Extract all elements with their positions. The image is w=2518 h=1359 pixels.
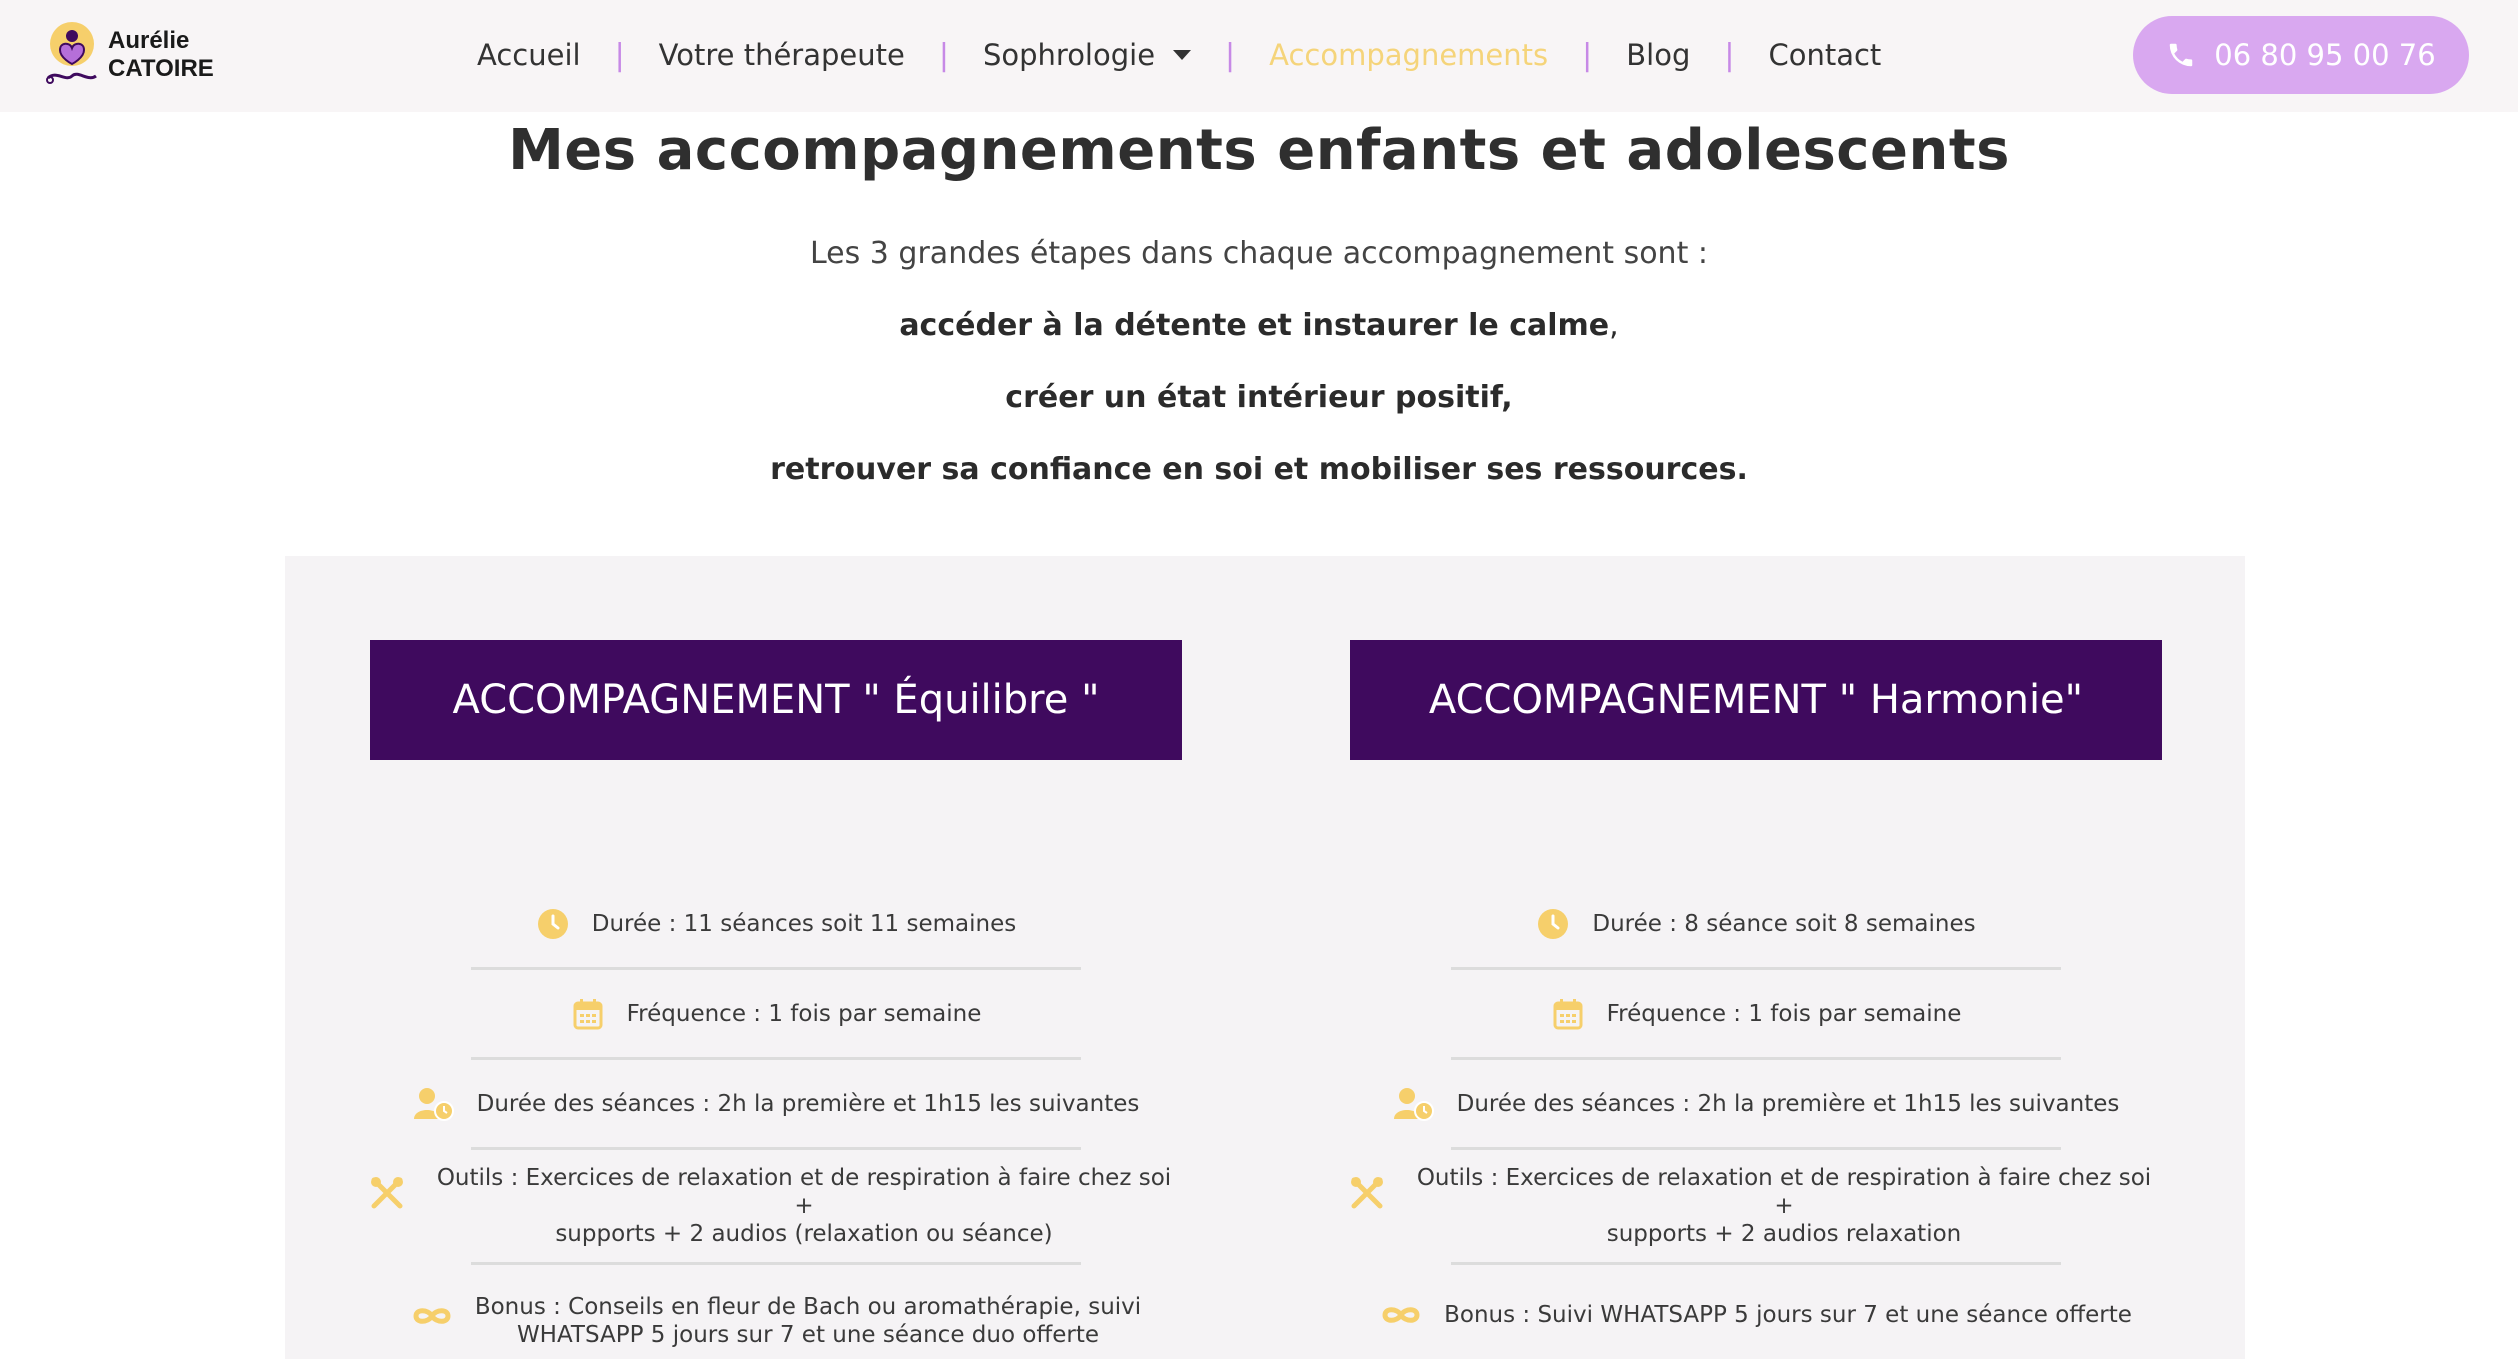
site-logo[interactable] bbox=[44, 20, 214, 90]
nav-item-blog[interactable]: Blog bbox=[1626, 38, 1691, 72]
intro-text: Les 3 grandes étapes dans chaque accompagnement sont : bbox=[810, 236, 1708, 271]
list-item bbox=[370, 1060, 1182, 1147]
infinity-icon bbox=[1380, 1298, 1422, 1332]
outils-line-2: supports + 2 audios (relaxation ou séance) bbox=[555, 1221, 1053, 1247]
nav-item-sophrologie[interactable] bbox=[983, 38, 1191, 72]
site-header bbox=[0, 0, 2518, 112]
list-item bbox=[370, 1150, 1182, 1262]
nav-separator: | bbox=[614, 37, 625, 73]
chevron-down-icon[interactable] bbox=[1173, 50, 1191, 60]
tools-icon bbox=[1350, 1176, 1384, 1210]
nav-separator: | bbox=[1225, 37, 1236, 73]
list-item bbox=[1350, 1265, 2162, 1359]
nav-item-sophrologie-label: Sophrologie bbox=[982, 38, 1156, 72]
step-3 bbox=[0, 452, 2518, 487]
outils-text bbox=[426, 1164, 1182, 1248]
step-1-tail: , bbox=[1609, 308, 1619, 343]
step-1 bbox=[0, 308, 2518, 343]
logo-icon bbox=[44, 20, 100, 90]
step-1-text: accéder à la détente et instaurer le calme bbox=[899, 308, 1610, 343]
step-3-text: retrouver sa confiance en soi et mobiliser ses ressources. bbox=[770, 452, 1748, 487]
frequence-text: Fréquence : 1 fois par semaine bbox=[626, 1000, 982, 1027]
clock-icon bbox=[1536, 907, 1570, 941]
clock-icon bbox=[536, 907, 570, 941]
user-clock-icon bbox=[1393, 1087, 1435, 1121]
list-item bbox=[1350, 970, 2162, 1057]
phone-number: 06 80 95 00 76 bbox=[2214, 38, 2436, 72]
card-equilibre bbox=[370, 880, 1182, 1359]
phone-icon bbox=[2166, 40, 2196, 70]
calendar-icon bbox=[1551, 997, 1585, 1031]
step-2 bbox=[0, 380, 2518, 415]
duree-text: Durée : 8 séance soit 8 semaines bbox=[1592, 910, 1976, 937]
nav-item-votre-therapeute[interactable]: Votre thérapeute bbox=[658, 38, 905, 72]
page-title: Mes accompagnements enfants et adolescents bbox=[508, 118, 2010, 183]
bonus-line-1: Bonus : Conseils en fleur de Bach ou aromathérapie, suivi bbox=[474, 1294, 1142, 1320]
step-2-text: créer un état intérieur positif, bbox=[1005, 380, 1513, 415]
list-item bbox=[370, 1265, 1182, 1359]
card-harmonie-title: ACCOMPAGNEMENT " Harmonie" bbox=[1350, 640, 2162, 760]
main-nav bbox=[477, 28, 1881, 82]
seances-text: Durée des séances : 2h la première et 1h15 les suivantes bbox=[476, 1090, 1140, 1117]
nav-separator: | bbox=[938, 37, 949, 73]
seances-text: Durée des séances : 2h la première et 1h15 les suivantes bbox=[1456, 1090, 2120, 1117]
logo-line-2: CATOIRE bbox=[108, 55, 214, 82]
duree-text: Durée : 11 séances soit 11 semaines bbox=[591, 910, 1017, 937]
tools-icon bbox=[370, 1176, 404, 1210]
list-item bbox=[370, 880, 1182, 967]
bonus-text bbox=[475, 1293, 1141, 1349]
outils-line-1: Outils : Exercices de relaxation et de respiration à faire chez soi + bbox=[436, 1165, 1172, 1219]
card-harmonie bbox=[1350, 880, 2162, 1359]
user-clock-icon bbox=[413, 1087, 455, 1121]
frequence-text: Fréquence : 1 fois par semaine bbox=[1606, 1000, 1962, 1027]
nav-item-accompagnements[interactable]: Accompagnements bbox=[1269, 38, 1549, 72]
nav-separator: | bbox=[1724, 37, 1735, 73]
bonus-text: Bonus : Suivi WHATSAPP 5 jours sur 7 et une séance offerte bbox=[1444, 1302, 2132, 1328]
bonus-line-2: WHATSAPP 5 jours sur 7 et une séance duo offerte bbox=[516, 1322, 1100, 1348]
outils-line-2: supports + 2 audios relaxation bbox=[1606, 1221, 1962, 1247]
card-equilibre-title: ACCOMPAGNEMENT " Équilibre " bbox=[370, 640, 1182, 760]
list-item bbox=[1350, 1150, 2162, 1262]
phone-button[interactable] bbox=[2133, 16, 2469, 94]
calendar-icon bbox=[571, 997, 605, 1031]
logo-text bbox=[108, 27, 214, 83]
infinity-icon bbox=[411, 1299, 453, 1333]
list-item bbox=[1350, 1060, 2162, 1147]
list-item bbox=[1350, 880, 2162, 967]
nav-item-contact[interactable]: Contact bbox=[1768, 38, 1882, 72]
logo-line-1: Aurélie bbox=[108, 27, 190, 54]
outils-text bbox=[1406, 1164, 2162, 1248]
list-item bbox=[370, 970, 1182, 1057]
nav-item-accueil[interactable]: Accueil bbox=[477, 38, 581, 72]
outils-line-1: Outils : Exercices de relaxation et de respiration à faire chez soi + bbox=[1416, 1165, 2152, 1219]
nav-separator: | bbox=[1582, 37, 1593, 73]
